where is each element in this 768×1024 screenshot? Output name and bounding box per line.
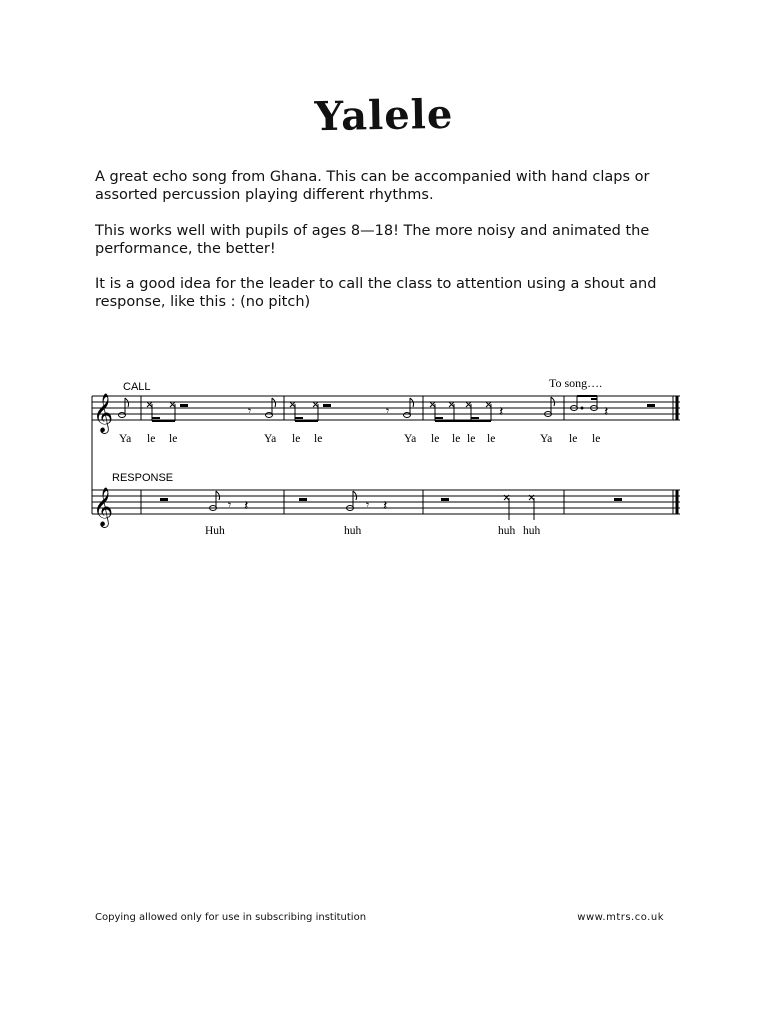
svg-text:𝄽: 𝄽 xyxy=(383,498,388,514)
svg-text:𝄾: 𝄾 xyxy=(248,404,252,418)
lyric: le xyxy=(592,433,601,445)
lyric: le xyxy=(169,433,178,445)
lyric: le xyxy=(467,433,476,445)
call-annotation: To song…. xyxy=(549,376,603,390)
lyric: le xyxy=(292,433,301,445)
intro-paragraph-2: This works well with pupils of ages 8—18! The more noisy and animated the performance, the better! xyxy=(95,223,650,257)
footer-copyright: Copying allowed only for use in subscribing institution xyxy=(95,912,367,923)
lyric: le xyxy=(487,433,496,445)
call-label: CALL xyxy=(123,381,151,393)
music-score xyxy=(0,360,768,560)
lyric: le xyxy=(431,433,440,445)
lyric: Ya xyxy=(264,433,277,445)
lyric: le xyxy=(314,433,323,445)
lyric: huh xyxy=(523,525,541,537)
svg-text:𝄾: 𝄾 xyxy=(228,498,232,512)
note xyxy=(486,402,491,421)
note xyxy=(466,402,471,421)
call-lyrics xyxy=(119,433,600,445)
note xyxy=(449,402,454,421)
lyric: le xyxy=(147,433,156,445)
intro-paragraph-1: A great echo song from Ghana. This can be accompanied with hand claps or assorted percussion playing different rhythms. xyxy=(95,169,650,203)
lyric: huh xyxy=(498,525,516,537)
note xyxy=(170,402,175,421)
lyric: huh xyxy=(344,525,362,537)
intro-paragraph-3: It is a good idea for the leader to call the class to attention using a shout and response, like this : (no pitch) xyxy=(95,276,657,310)
note xyxy=(290,402,295,421)
footer-website[interactable]: www.mtrs.co.uk xyxy=(577,912,664,923)
lyric: Ya xyxy=(404,433,417,445)
treble-clef-icon: 𝄞 xyxy=(93,393,114,433)
lyric: le xyxy=(452,433,461,445)
svg-text:𝄽: 𝄽 xyxy=(244,498,249,514)
note xyxy=(430,402,435,421)
note xyxy=(313,402,318,421)
response-lyrics xyxy=(205,525,541,537)
svg-text:𝄾: 𝄾 xyxy=(386,404,390,418)
svg-text:𝄾: 𝄾 xyxy=(366,498,370,512)
lyric: Ya xyxy=(540,433,553,445)
treble-clef-icon: 𝄞 xyxy=(93,487,114,527)
lyric: le xyxy=(569,433,578,445)
svg-text:𝄽: 𝄽 xyxy=(604,404,609,420)
lyric: Huh xyxy=(205,525,225,537)
note xyxy=(147,402,152,421)
page-title: Yalele xyxy=(314,90,454,141)
lyric: Ya xyxy=(119,433,132,445)
response-notes xyxy=(160,491,622,520)
response-label: RESPONSE xyxy=(112,472,174,484)
svg-text:𝄽: 𝄽 xyxy=(499,404,504,420)
